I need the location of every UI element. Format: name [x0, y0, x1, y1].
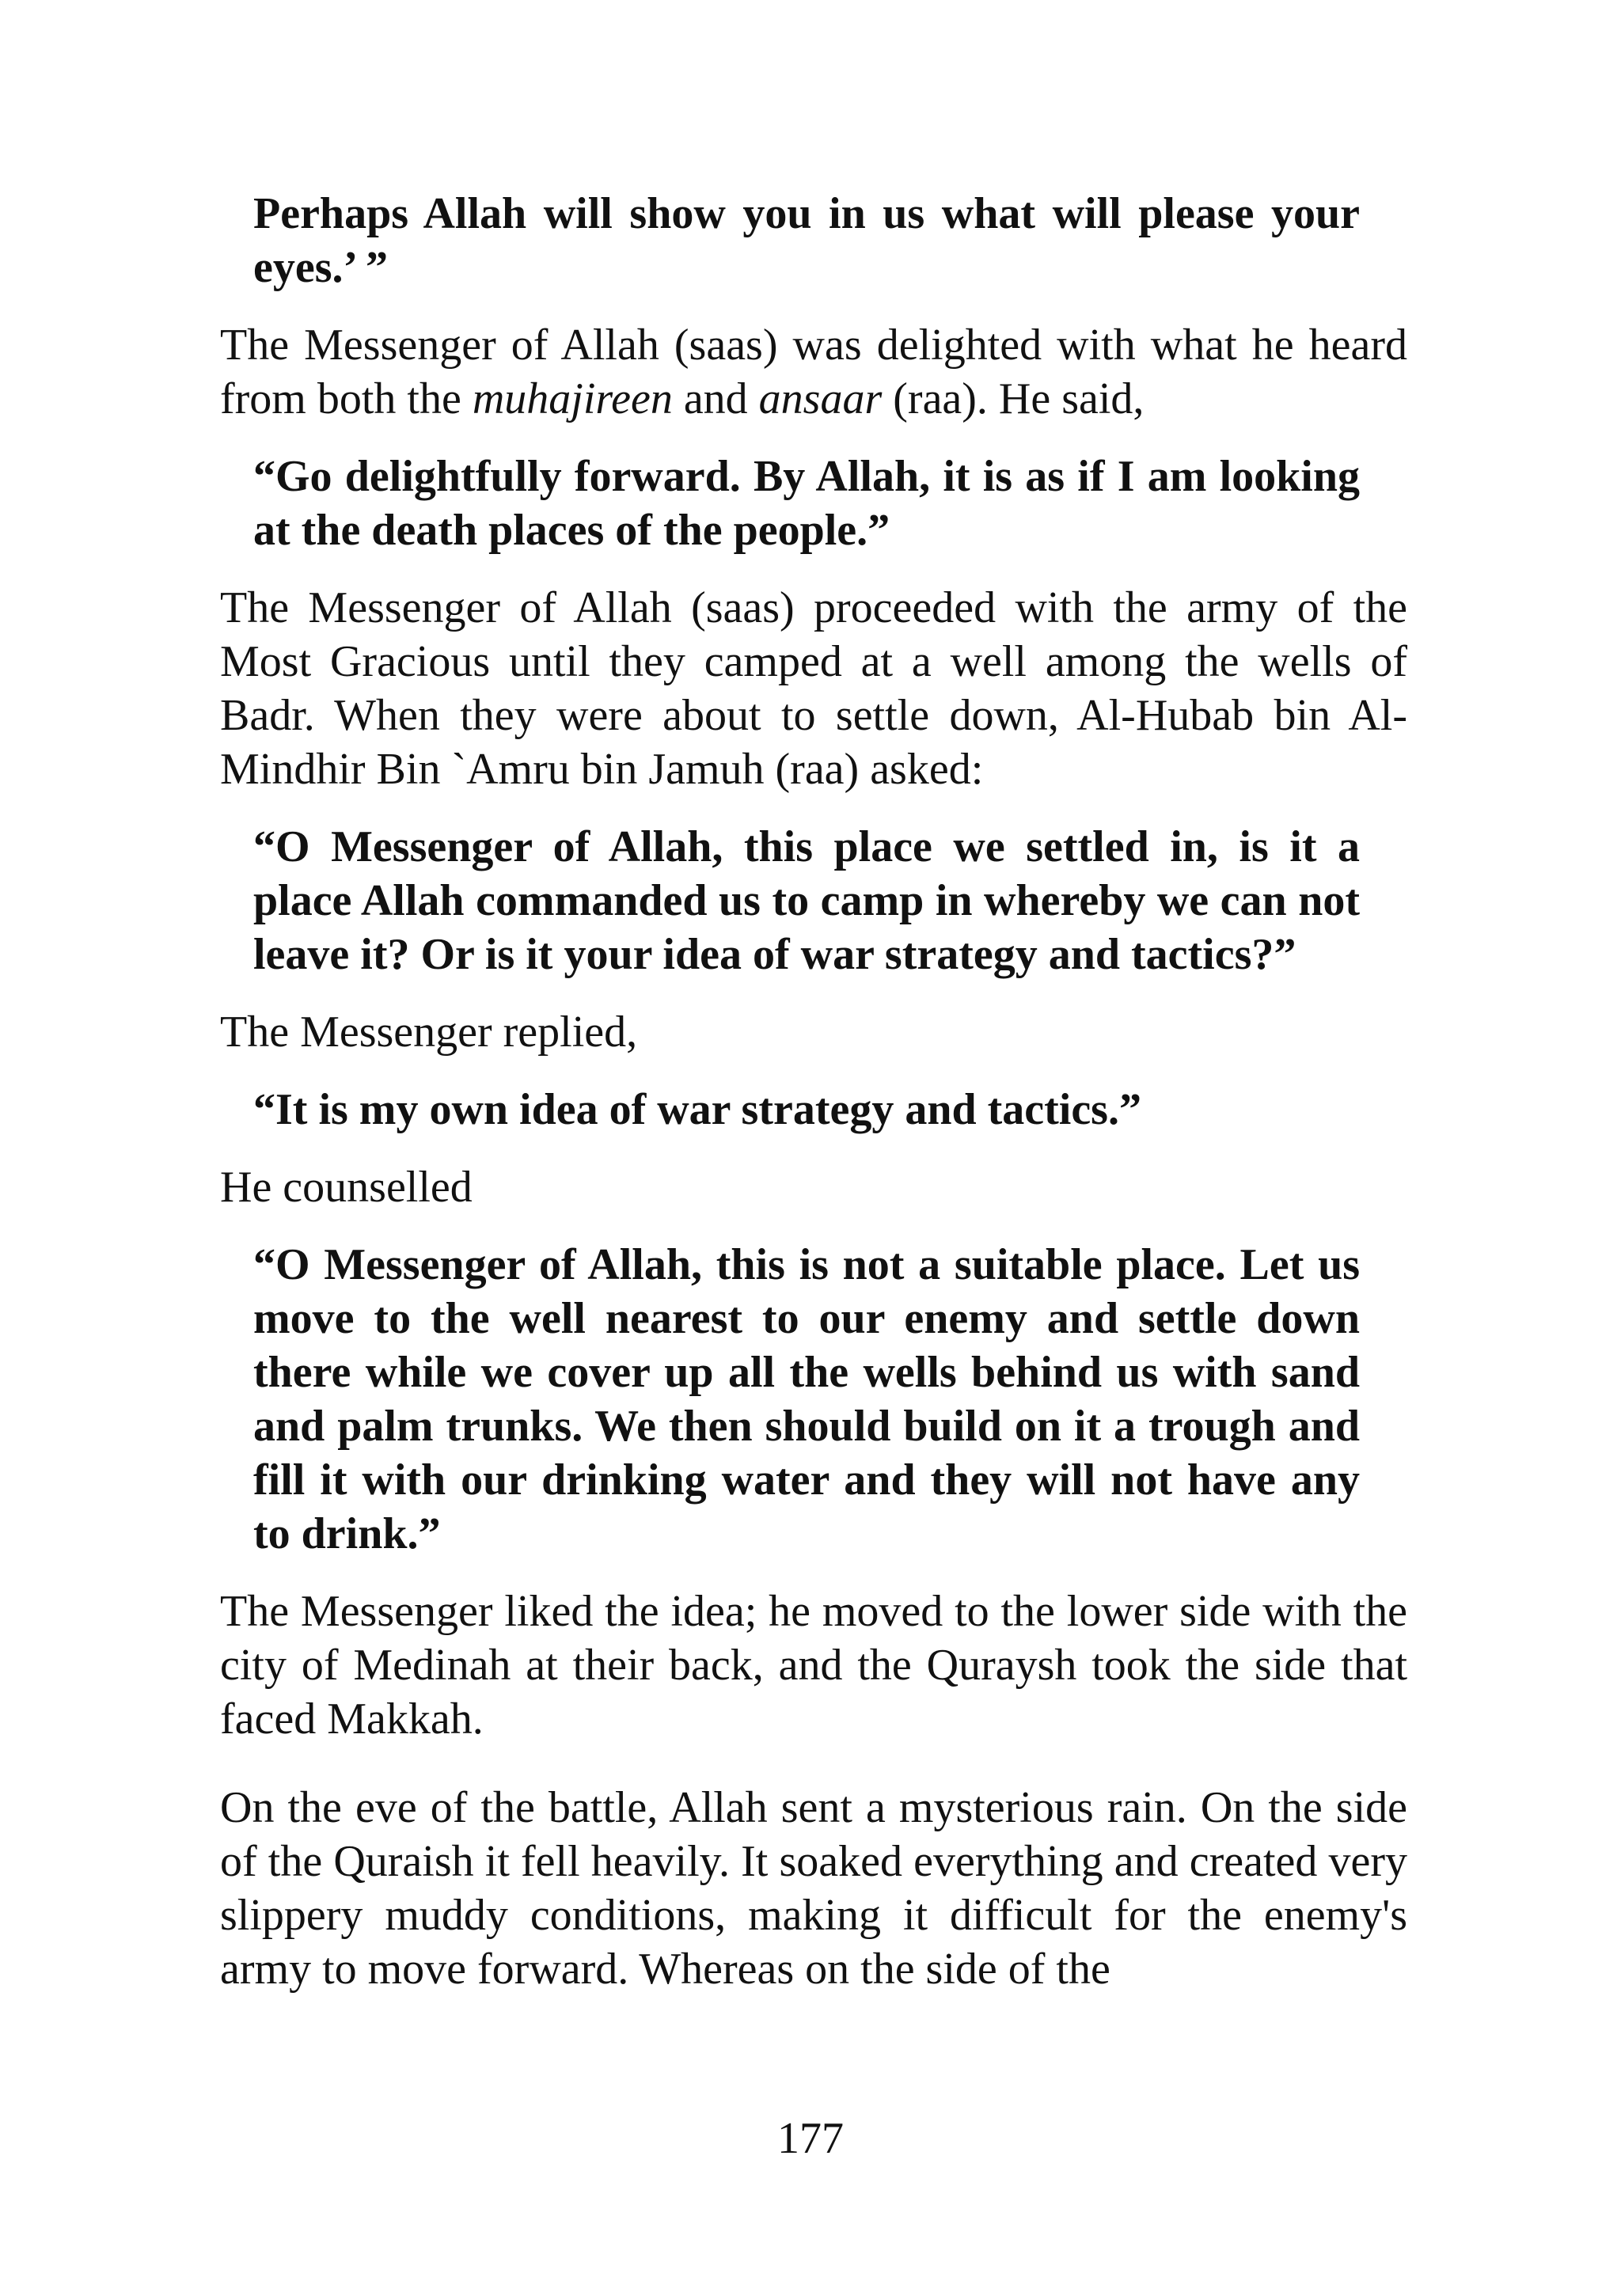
- paragraph-text: The Messenger of Allah (saas) was delighted with what he heard from both the: [220, 321, 1407, 423]
- body-paragraph: He counselled: [220, 1163, 473, 1212]
- body-paragraph: The Messenger of Allah (saas) proceeded with the army of the Most Gracious until they camped at a well among the wells of Badr. When they were about to settle down, Al-Hubab bin Al-Mindhir Bin `Amru bin Jamuh (raa) asked:: [220, 583, 1407, 794]
- quote-block: “O Messenger of Allah, this place we settled in, is it a place Allah commanded us to camp in whereby we can not leave it? Or is it your idea of war strategy and tactics?”: [253, 822, 1360, 979]
- paragraph-text: and: [672, 374, 759, 423]
- italic-term: ansaar: [758, 374, 883, 423]
- paragraph-text: (raa). He said,: [882, 374, 1145, 423]
- page-number: 177: [777, 2114, 844, 2163]
- quote-block: “O Messenger of Allah, this is not a suitable place. Let us move to the well nearest to our enemy and settle down there while we cover up all the wells behind us with sand and palm trunks. We then should build on it a trough and fill it with our drinking water and they will not have any to drink.”: [253, 1240, 1360, 1558]
- body-paragraph: [220, 318, 1407, 426]
- body-paragraph: The Messenger replied,: [220, 1008, 638, 1057]
- quote-block: “Go delightfully forward. By Allah, it is as if I am looking at the death places of the people.”: [253, 452, 1360, 555]
- quote-block: Perhaps Allah will show you in us what will please your eyes.’ ”: [253, 189, 1360, 292]
- body-paragraph: On the eve of the battle, Allah sent a mysterious rain. On the side of the Quraish it fell heavily. It soaked everything and created very slippery muddy conditions, making it difficult for the enemy's army to move forward. Whereas on the side of the: [220, 1783, 1407, 1994]
- body-paragraph: The Messenger liked the idea; he moved to the lower side with the city of Medinah at their back, and the Quraysh took the side that faced Makkah.: [220, 1587, 1407, 1744]
- quote-block: “It is my own idea of war strategy and tactics.”: [253, 1085, 1141, 1134]
- page-content: [220, 187, 1407, 1996]
- italic-term: muhajireen: [472, 374, 673, 423]
